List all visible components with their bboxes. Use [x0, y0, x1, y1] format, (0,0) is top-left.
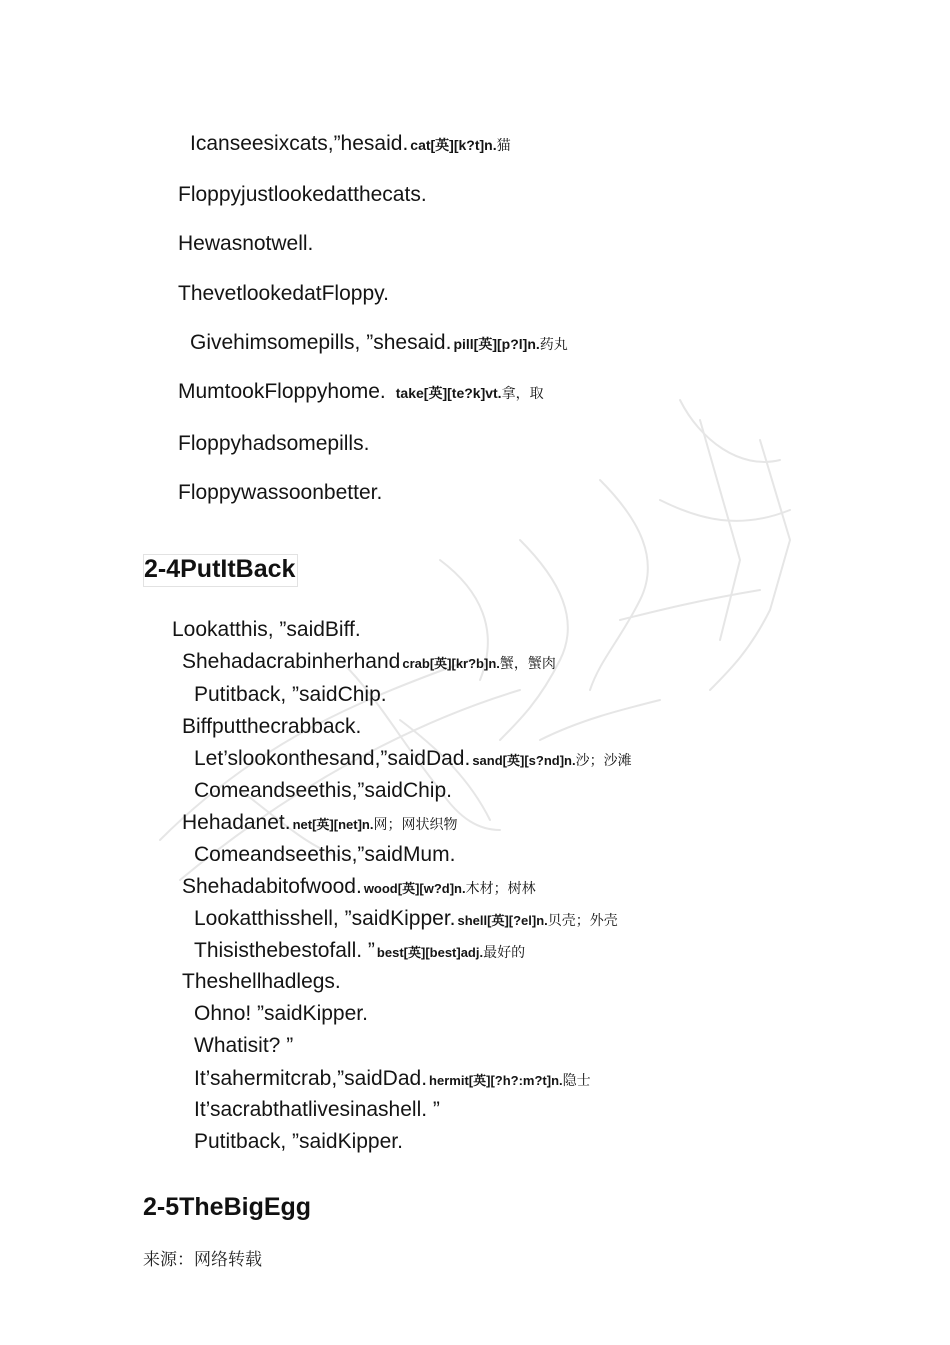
sentence-text: ThevetlookedatFloppy. [178, 282, 389, 305]
gloss-word: hermit [429, 1073, 469, 1088]
sentence-text: Whatisit? ” [194, 1034, 294, 1057]
sentence-text: Let’slookonthesand,”saidDad. [194, 747, 471, 770]
gloss-word: pill [453, 336, 474, 352]
section-heading: 2-5TheBigEgg [143, 1193, 312, 1221]
source-note: 来源：网络转载 [143, 1250, 262, 1270]
sentence-text: Ohno! ”saidKipper. [194, 1002, 368, 1025]
story-line [194, 1131, 403, 1152]
gloss-chinese: 贝壳；外壳 [547, 913, 618, 929]
sentence-text: Shehadacrabinherhand [182, 650, 401, 673]
story-line [182, 971, 341, 992]
sentence-text: Comeandseethis,”saidChip. [194, 779, 452, 802]
gloss-chinese: 蟹，蟹肉 [499, 656, 556, 672]
sentence-text: Biffputthecrabback. [182, 715, 362, 738]
story-line [194, 1035, 293, 1056]
story-line [178, 381, 544, 402]
sentence-text: It’sacrabthatlivesinashell. ” [194, 1098, 440, 1121]
gloss-phonetic: [英][w?d]n. [397, 881, 466, 896]
gloss-word: take [395, 385, 424, 401]
sentence-text: Lookatthis, ”saidBiff. [172, 618, 361, 641]
story-line [178, 184, 427, 205]
gloss-chinese: 隐士 [562, 1073, 591, 1089]
gloss-word: crab [402, 656, 430, 671]
gloss-word: best [376, 945, 404, 960]
story-line [178, 482, 382, 503]
gloss-phonetic: [英][te?k]vt. [423, 385, 502, 401]
gloss-chinese: 药丸 [539, 337, 568, 353]
story-line [182, 876, 536, 897]
story-line [194, 908, 618, 929]
story-line [182, 651, 556, 672]
gloss-phonetic: [英][?el]n. [487, 913, 548, 928]
gloss-word: shell [457, 913, 488, 928]
gloss-phonetic: [英][best]adj. [403, 945, 484, 960]
gloss-word: sand [472, 753, 503, 768]
sentence-text: Floppyhadsomepills. [178, 432, 370, 455]
gloss-chinese: 沙；沙滩 [575, 753, 632, 769]
story-line [182, 812, 457, 833]
story-line [178, 283, 389, 304]
sentence-text: Shehadabitofwood. [182, 875, 362, 898]
gloss-phonetic: [英][kr?b]n. [429, 656, 500, 671]
sentence-text: Putitback, ”saidKipper. [194, 1130, 403, 1153]
section-heading: 2-4PutItBack [143, 554, 298, 587]
story-line [194, 780, 452, 801]
story-line [178, 233, 313, 254]
sentence-text: Floppywassoonbetter. [178, 481, 383, 504]
story-line [178, 433, 369, 454]
sentence-text: Icanseesixcats,”hesaid. [190, 132, 409, 155]
story-line [172, 619, 361, 640]
gloss-chinese: 最好的 [483, 945, 526, 961]
story-line [194, 748, 632, 769]
gloss-chinese: 网；网状织物 [373, 817, 458, 833]
gloss-phonetic: [英][?h?:m?t]n. [468, 1073, 563, 1088]
sentence-text: It’sahermitcrab,”saidDad. [194, 1067, 428, 1090]
sentence-text: MumtookFloppyhome. [178, 380, 386, 403]
sentence-text: Givehimsomepills, ”shesaid. [190, 331, 452, 354]
sentence-text: Lookatthisshell, ”saidKipper. [194, 907, 456, 930]
gloss-chinese: 木材；树林 [465, 881, 536, 897]
sentence-text: Thisisthebestofall. ” [194, 939, 375, 962]
story-line [194, 684, 387, 705]
story-line [182, 716, 361, 737]
gloss-word: wood [363, 881, 398, 896]
gloss-phonetic: [英][s?nd]n. [502, 753, 576, 768]
sentence-text: Theshellhadlegs. [182, 970, 341, 993]
story-line [194, 1068, 591, 1089]
story-line [194, 844, 455, 865]
gloss-phonetic: [英][net]n. [312, 817, 374, 832]
gloss-phonetic: [英][p?l]n. [473, 336, 540, 352]
gloss-chinese: 拿，取 [501, 386, 544, 402]
sentence-text: Hehadanet. [182, 811, 291, 834]
sentence-text: Comeandseethis,”saidMum. [194, 843, 456, 866]
sentence-text: Putitback, ”saidChip. [194, 683, 387, 706]
sentence-text: Floppyjustlookedatthecats. [178, 183, 427, 206]
story-line [190, 332, 568, 353]
gloss-word: cat [410, 137, 431, 153]
sentence-text: Hewasnotwell. [178, 232, 314, 255]
story-line [194, 1003, 368, 1024]
gloss-word: net [292, 817, 313, 832]
story-line [190, 133, 511, 154]
story-line [194, 940, 525, 961]
story-line [194, 1099, 440, 1120]
gloss-chinese: 猫 [496, 138, 511, 154]
gloss-phonetic: [英][k?t]n. [430, 137, 497, 153]
